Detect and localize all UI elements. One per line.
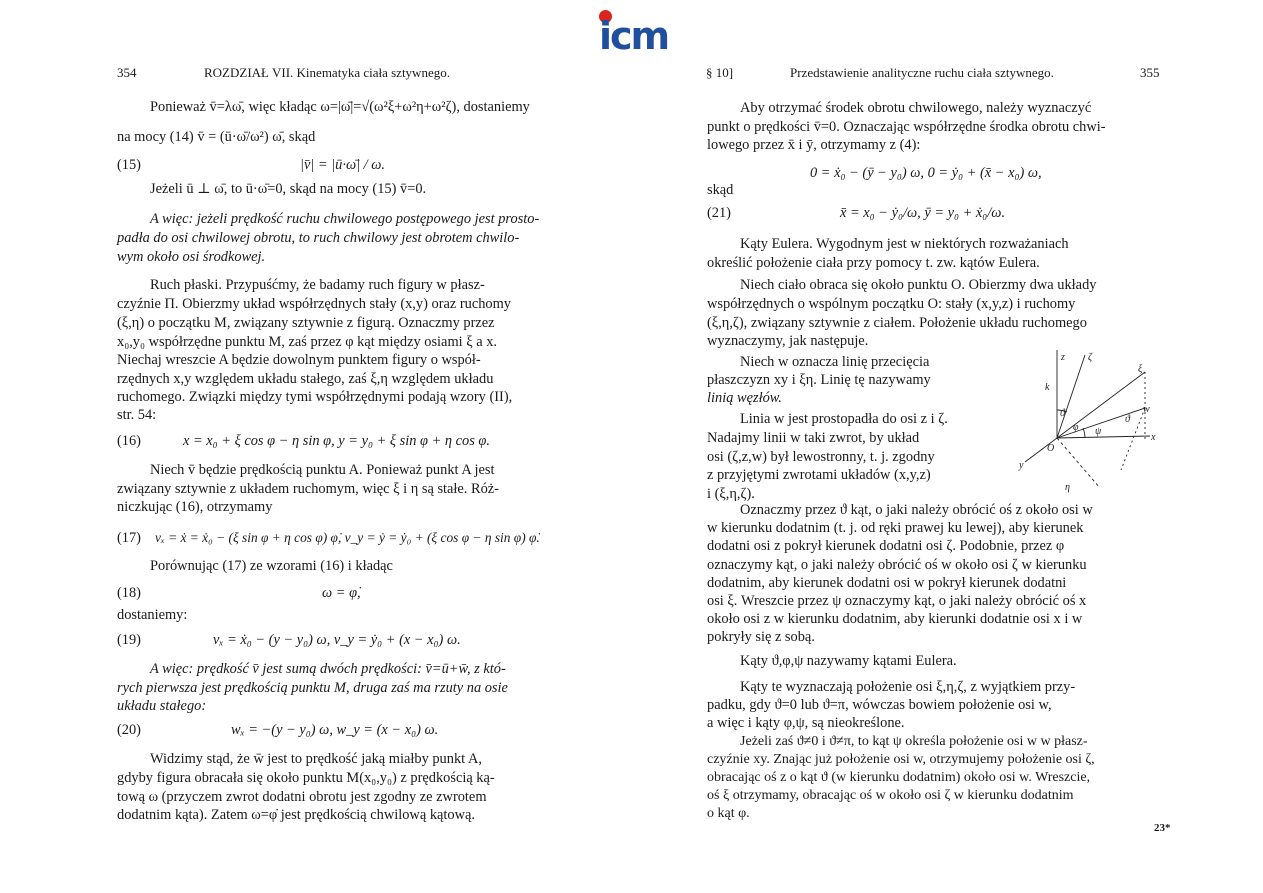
text-line: Nadajmy linii w taki zwrot, by układ xyxy=(707,430,920,446)
text-line: osi (ζ,z,w) był lewostronny, t. j. zgodny xyxy=(707,449,935,465)
text-line: gdyby figura obracała się około punktu M(x₀,y₀) z prędkością ką- xyxy=(117,770,495,786)
text-line: związany sztywnie z układem ruchomym, więc ξ i η są stałe. Róż- xyxy=(117,481,499,497)
text-line: z przyjętymi zwrotami układów (x,y,z) xyxy=(707,467,931,483)
equation: x = x₀ + ξ cos φ − η sin φ, y = y₀ + ξ sin φ + η cos φ. xyxy=(183,433,490,449)
psi-arc xyxy=(1083,428,1085,438)
text-line: Jeżeli ū ⊥ ω̄, to ū·ω̄=0, skąd na mocy (15) v̄=0. xyxy=(150,181,427,197)
text-line: w kierunku dodatnim (t. j. od ręki prawej ku lewej), aby kierunek xyxy=(707,520,1084,536)
label-psi: ψ xyxy=(1095,426,1102,437)
equation-number: (18) xyxy=(117,585,141,601)
logo-text: icm xyxy=(599,14,669,58)
text-line: (ξ,η,ζ), związany sztywnie z ciałem. Położenie układu ruchomego xyxy=(707,315,1087,331)
text-line: Jeżeli zaś ϑ≠0 i ϑ≠π, to kąt ψ określa położenie osi w w płasz- xyxy=(740,734,1088,749)
equation-number: (21) xyxy=(707,205,731,221)
text-line: A więc: prędkość v̄ jest sumą dwóch prędkości: v̄=ū+w̄, z któ- xyxy=(150,661,506,677)
signature-mark: 23* xyxy=(1154,822,1171,834)
text-line: Kąty ϑ,φ,ψ nazywamy kątami Eulera. xyxy=(740,653,957,669)
equation-number: (17) xyxy=(117,530,141,546)
text-line: Widzimy stąd, że w̄ jest to prędkość jaką miałby punkt A, xyxy=(150,751,482,767)
text-line: niczkując (16), otrzymamy xyxy=(117,499,273,515)
text-line: czyźnie Π. Obierzmy układ współrzędnych stały (x,y) oraz ruchomy xyxy=(117,296,512,312)
right-running-head: Przedstawienie analityczne ruchu ciała sztywnego. xyxy=(790,65,1054,80)
text-line: obracając oś z o kąt ϑ (w kierunku dodatnim) około osi w. Wreszcie, xyxy=(707,770,1091,785)
text-line: ruchomego. Związki między tymi współrzędnymi podają wzory (II), xyxy=(117,389,513,405)
left-page xyxy=(0,0,600,893)
text-line: skąd xyxy=(707,182,734,198)
text-line: układu stałego: xyxy=(117,698,207,714)
text-line: określić położenie ciała przy pomocy t. zw. kątów Eulera. xyxy=(707,255,1040,271)
x-axis xyxy=(1057,436,1150,438)
text-line: rzędnych x,y względem układu stałego, zaś ξ,η względem układu xyxy=(117,371,494,387)
label-z: z xyxy=(1061,352,1065,363)
text-line: Niech w oznacza linię przecięcia xyxy=(740,354,930,370)
text-line: dodatnim kąta). Zatem ω=φ̇ jest prędkością chwilową kątową. xyxy=(117,807,475,823)
text-line: linią węzłów. xyxy=(707,390,782,406)
label-theta-2: ϑ xyxy=(1125,414,1130,425)
label-phi: φ xyxy=(1073,422,1079,433)
text-line: padła do osi chwilowej obrotu, to ruch chwilowy jest obrotem chwilo- xyxy=(117,230,520,246)
right-page-number: 355 xyxy=(1140,65,1160,80)
text-line: Niech ciało obraca się około punktu O. Obierzmy dwa układy xyxy=(740,277,1097,293)
text-line: Porównując (17) ze wzorami (16) i kładąc xyxy=(150,558,393,574)
label-zeta: ζ xyxy=(1088,352,1093,363)
text-line: lowego przez x̄ i ȳ, otrzymamy z (4): xyxy=(707,137,921,153)
zeta-axis xyxy=(1057,355,1085,438)
equation: |v̄| = |ū·ω̄| / ω. xyxy=(300,157,386,173)
text-line: Linia w jest prostopadła do osi z i ζ. xyxy=(740,411,948,427)
label-origin: O xyxy=(1047,443,1055,454)
text-line: czyźnie xy. Znając już położenie osi w, otrzymujemy położenie osi ζ, xyxy=(707,752,1095,767)
equation: wₓ = −(y − y₀) ω, w_y = (x − x₀) ω. xyxy=(231,722,439,738)
text-line: A więc: jeżeli prędkość ruchu chwilowego postępowego jest prosto- xyxy=(150,211,540,227)
text-line: pokryły się z sobą. xyxy=(707,629,815,645)
text-line: padku, gdy ϑ=0 lub ϑ=π, wówczas bowiem położenie osi w, xyxy=(707,697,1052,713)
text-line: dodatnim, aby kierunek dodatni osi w pokrył kierunek dodatni xyxy=(707,575,1067,591)
text-line: punkt o prędkości v̄=0. Oznaczając współrzędne środka obrotu chwi- xyxy=(707,119,1106,135)
text-line: Ponieważ v̄=λω̄, więc kładąc ω=|ω̄|=√(ω²ξ+ω²η+ω²ζ), dostaniemy xyxy=(150,99,530,115)
label-xi: ξ xyxy=(1138,364,1143,375)
text-line: płaszczyzn xy i ξη. Linię tę nazywamy xyxy=(707,372,931,388)
label-k: k xyxy=(1045,382,1050,393)
euler-angles-diagram xyxy=(1005,330,1165,500)
equation: vₓ = ẋ₀ − (y − y₀) ω, v_y = ẏ₀ + (x − x₀) ω. xyxy=(213,632,461,648)
text-line: oznaczymy kąt, o jaki należy obrócić oś w około osi ζ w kierunku xyxy=(707,557,1087,573)
eta-axis xyxy=(1057,438,1100,488)
text-line: dostaniemy: xyxy=(117,607,188,623)
right-section-number: § 10] xyxy=(706,65,734,80)
text-line: tową ω (przyczem zwrot dodatni obrotu jest zgodny ze zwrotem xyxy=(117,789,487,805)
left-running-head: ROZDZIAŁ VII. Kinematyka ciała sztywnego. xyxy=(204,65,450,80)
label-x: x xyxy=(1151,432,1156,443)
label-theta: ϑ xyxy=(1060,408,1065,419)
equation-number: (19) xyxy=(117,632,141,648)
text-line: Niechaj wreszcie A będzie dowolnym punktem figury o współ- xyxy=(117,352,481,368)
text-line: Kąty te wyznaczają położenie osi ξ,η,ζ, z wyjątkiem przy- xyxy=(740,679,1076,695)
equation-number: (16) xyxy=(117,433,141,449)
label-w: w xyxy=(1143,404,1150,415)
text-line: Aby otrzymać środek obrotu chwilowego, należy wyznaczyć xyxy=(740,100,1092,116)
text-line: Niech v̄ będzie prędkością punktu A. Ponieważ punkt A jest xyxy=(150,462,495,478)
text-line: wyznaczymy, jak następuje. xyxy=(707,333,869,349)
left-page-number: 354 xyxy=(117,65,137,80)
equation: ω = φ̇, xyxy=(322,585,361,601)
text-line: Kąty Eulera. Wygodnym jest w niektórych rozważaniach xyxy=(740,236,1069,252)
label-y: y xyxy=(1019,460,1024,471)
text-line: współrzędnych o wspólnym początku O: stały (x,y,z) i ruchomy xyxy=(707,296,1076,312)
text-line: na mocy (14) v̄ = (ū·ω̄/ω²) ω̄, skąd xyxy=(117,129,316,145)
text-line: Ruch płaski. Przypuśćmy, że badamy ruch figury w płasz- xyxy=(150,277,485,293)
text-line: rych pierwsza jest prędkością punktu M, druga zaś ma rzuty na osie xyxy=(117,680,508,696)
text-line: a więc i kąty φ,ψ, są nieokreślone. xyxy=(707,715,905,731)
text-line: oś ξ otrzymamy, obracając oś w około osi ζ w kierunku dodatnim xyxy=(707,788,1074,803)
equation-number: (20) xyxy=(117,722,141,738)
text-line: wym około osi środkowej. xyxy=(117,249,266,265)
text-line: i (ξ,η,ζ). xyxy=(707,486,755,502)
text-line: (ξ,η) o początku M, związany sztywnie z figurą. Oznaczmy przez xyxy=(117,315,495,331)
equation: x̄ = x₀ − ẏ₀/ω, ȳ = y₀ + ẋ₀/ω. xyxy=(840,205,1006,221)
text-line: o kąt φ. xyxy=(707,806,750,821)
text-line: osi ξ. Wreszcie przez ψ oznaczymy kąt, o jaki należy obrócić oś x xyxy=(707,593,1087,609)
equation: vₓ = ẋ = ẋ₀ − (ξ sin φ + η cos φ) φ̇, v_y = ẏ = ẏ₀ + (ξ cos φ − η sin φ) φ̇. xyxy=(155,530,540,545)
equation-number: (15) xyxy=(117,157,141,173)
equation: 0 = ẋ₀ − (ȳ − y₀) ω, 0 = ẏ₀ + (x̄ − x₀) ω, xyxy=(810,165,1042,181)
text-line: dodatni osi z pokrył kierunek dodatni osi ζ. Podobnie, przez φ xyxy=(707,538,1065,554)
label-eta: η xyxy=(1065,482,1070,493)
text-line: Oznaczmy przez ϑ kąt, o jaki należy obrócić oś z około osi w xyxy=(740,502,1093,518)
text-line: x₀,y₀ współrzędne punktu M, zaś przez φ kąt między osiami ξ a x. xyxy=(117,334,498,350)
text-line: str. 54: xyxy=(117,407,157,423)
text-line: około osi z w kierunku dodatnim, aby kierunki dodatnie osi x i w xyxy=(707,611,1083,627)
right-page xyxy=(620,0,1263,893)
